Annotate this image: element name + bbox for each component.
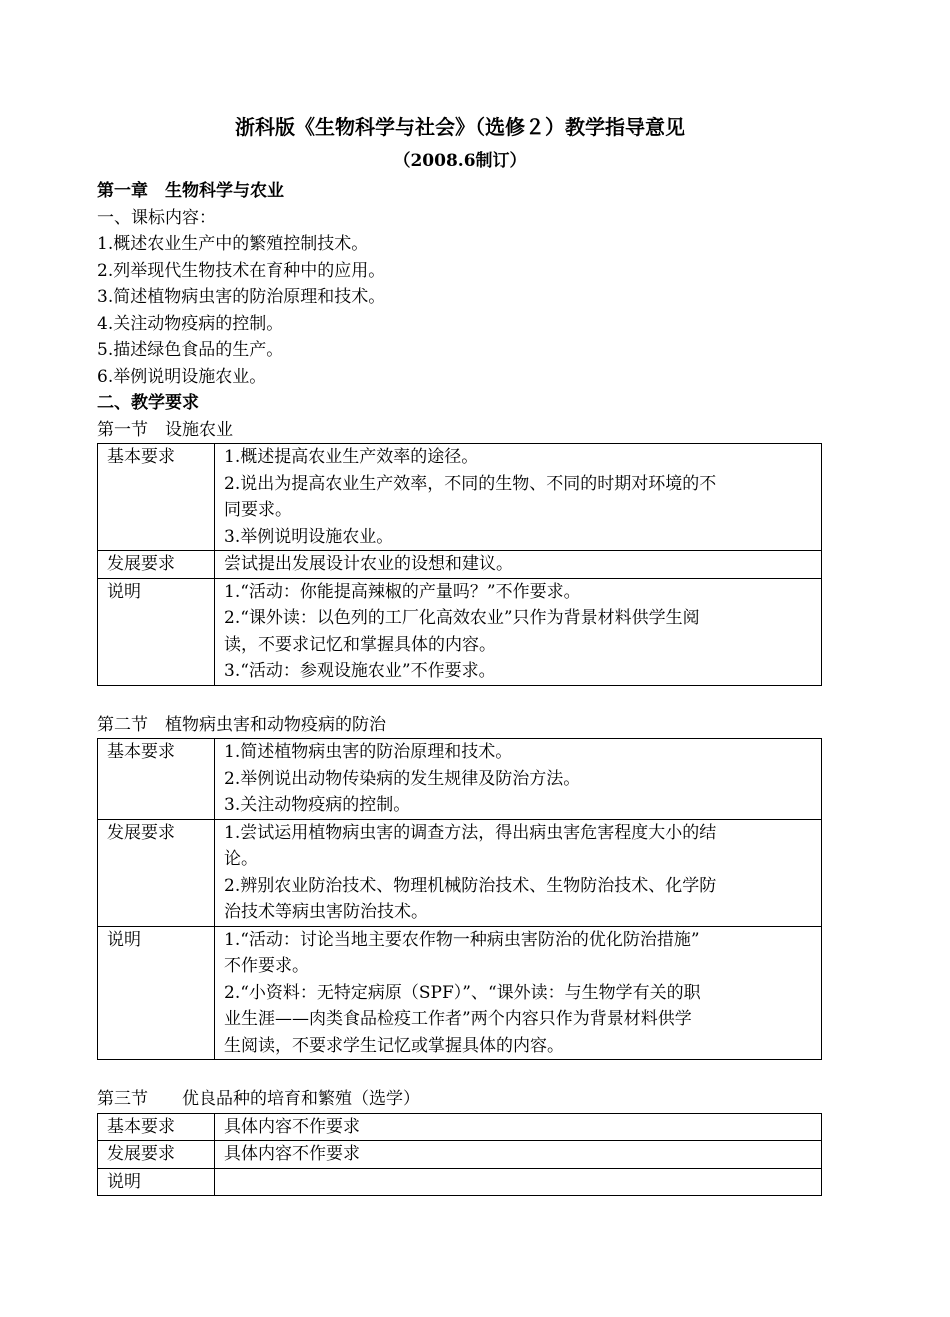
content-line: 尝试提出发展设计农业的设想和建议。 bbox=[224, 554, 513, 574]
table-row bbox=[98, 444, 822, 551]
row-label: 基本要求 bbox=[98, 1113, 215, 1141]
row-content bbox=[215, 1141, 822, 1169]
content-line: 2.“课外读：以色列的工厂化高效农业”只作为背景材料供学生阅 bbox=[224, 608, 700, 628]
content-line: 2.举例说出动物传染病的发生规律及防治方法。 bbox=[224, 768, 581, 789]
table-row bbox=[98, 926, 822, 1060]
curriculum-item: 4.关注动物疫病的控制。 bbox=[97, 313, 284, 334]
chapter-heading: 第一章 生物科学与农业 bbox=[97, 181, 284, 201]
content-line: 2.辨别农业防治技术、物理机械防治技术、生物防治技术、化学防 bbox=[224, 875, 717, 896]
row-label: 基本要求 bbox=[98, 444, 215, 551]
content-line: 3.关注动物疫病的控制。 bbox=[224, 795, 411, 815]
curriculum-item: 2.列举现代生物技术在育种中的应用。 bbox=[97, 260, 386, 281]
row-content bbox=[215, 1168, 822, 1196]
row-content bbox=[215, 739, 822, 820]
content-line: 治技术等病虫害防治技术。 bbox=[224, 902, 428, 922]
row-content bbox=[215, 819, 822, 926]
content-line: 2.“小资料：无特定病原（SPF）”、“课外读：与生物学有关的职 bbox=[224, 982, 701, 1003]
content-line: 3.“活动：参观设施农业”不作要求。 bbox=[224, 661, 496, 681]
row-label: 说明 bbox=[98, 578, 215, 685]
section-title: 第一节 设施农业 bbox=[97, 419, 233, 440]
content-line bbox=[224, 1169, 812, 1196]
document-title: 浙科版《生物科学与社会》（选修２）教学指导意见 bbox=[235, 115, 685, 139]
spacer bbox=[97, 1060, 823, 1086]
content-line: 1.尝试运用植物病虫害的调查方法，得出病虫害危害程度大小的结 bbox=[224, 822, 717, 843]
row-label: 说明 bbox=[98, 926, 215, 1060]
table-row bbox=[98, 819, 822, 926]
content-line: 1.“活动：你能提高辣椒的产量吗？”不作要求。 bbox=[224, 581, 581, 602]
requirements-table bbox=[97, 738, 822, 1060]
table-row bbox=[98, 739, 822, 820]
content-line: 不作要求。 bbox=[224, 956, 309, 976]
content-line: 读，不要求记忆和掌握具体的内容。 bbox=[224, 634, 496, 655]
content-line: 具体内容不作要求 bbox=[224, 1144, 360, 1164]
content-line: 3.举例说明设施农业。 bbox=[224, 526, 394, 547]
row-label: 发展要求 bbox=[98, 819, 215, 926]
curriculum-item: 1.概述农业生产中的繁殖控制技术。 bbox=[97, 234, 369, 254]
row-label: 发展要求 bbox=[98, 551, 215, 579]
row-label: 说明 bbox=[98, 1168, 215, 1196]
content-line: 业生涯——肉类食品检疫工作者”两个内容只作为背景材料供学 bbox=[224, 1009, 692, 1029]
row-label: 发展要求 bbox=[98, 1141, 215, 1169]
table-row bbox=[98, 1168, 822, 1196]
row-label: 基本要求 bbox=[98, 739, 215, 820]
content-line: 同要求。 bbox=[224, 500, 292, 520]
spacer bbox=[97, 686, 823, 712]
table-row bbox=[98, 551, 822, 579]
row-content bbox=[215, 551, 822, 579]
content-line: 具体内容不作要求 bbox=[224, 1116, 360, 1137]
content-line: 生阅读，不要求学生记忆或掌握具体的内容。 bbox=[224, 1035, 564, 1056]
row-content bbox=[215, 926, 822, 1060]
row-content bbox=[215, 578, 822, 685]
table-row bbox=[98, 1113, 822, 1141]
content-line: 1.简述植物病虫害的防治原理和技术。 bbox=[224, 742, 513, 762]
content-line: 论。 bbox=[224, 849, 258, 869]
table-row bbox=[98, 1141, 822, 1169]
table-row bbox=[98, 578, 822, 685]
section-title: 第二节 植物病虫害和动物疫病的防治 bbox=[97, 714, 386, 735]
content-line: 2.说出为提高农业生产效率，不同的生物、不同的时期对环境的不 bbox=[224, 473, 717, 494]
requirements-table bbox=[97, 1113, 822, 1197]
document-subtitle: （2008.6制订） bbox=[393, 151, 527, 171]
requirements-table bbox=[97, 443, 822, 686]
curriculum-item: 3.简述植物病虫害的防治原理和技术。 bbox=[97, 287, 386, 307]
curriculum-heading: 一、课标内容： bbox=[97, 207, 216, 228]
document-page bbox=[97, 112, 823, 1196]
row-content bbox=[215, 444, 822, 551]
content-line: 1.“活动：讨论当地主要农作物一种病虫害防治的优化防治措施” bbox=[224, 929, 700, 950]
section-title: 第三节 优良品种的培育和繁殖（选学） bbox=[97, 1089, 420, 1109]
curriculum-item: 5.描述绿色食品的生产。 bbox=[97, 340, 284, 360]
teaching-heading: 二、教学要求 bbox=[97, 393, 199, 413]
row-content bbox=[215, 1113, 822, 1141]
curriculum-item: 6.举例说明设施农业。 bbox=[97, 366, 267, 387]
content-line: 1.概述提高农业生产效率的途径。 bbox=[224, 447, 479, 467]
